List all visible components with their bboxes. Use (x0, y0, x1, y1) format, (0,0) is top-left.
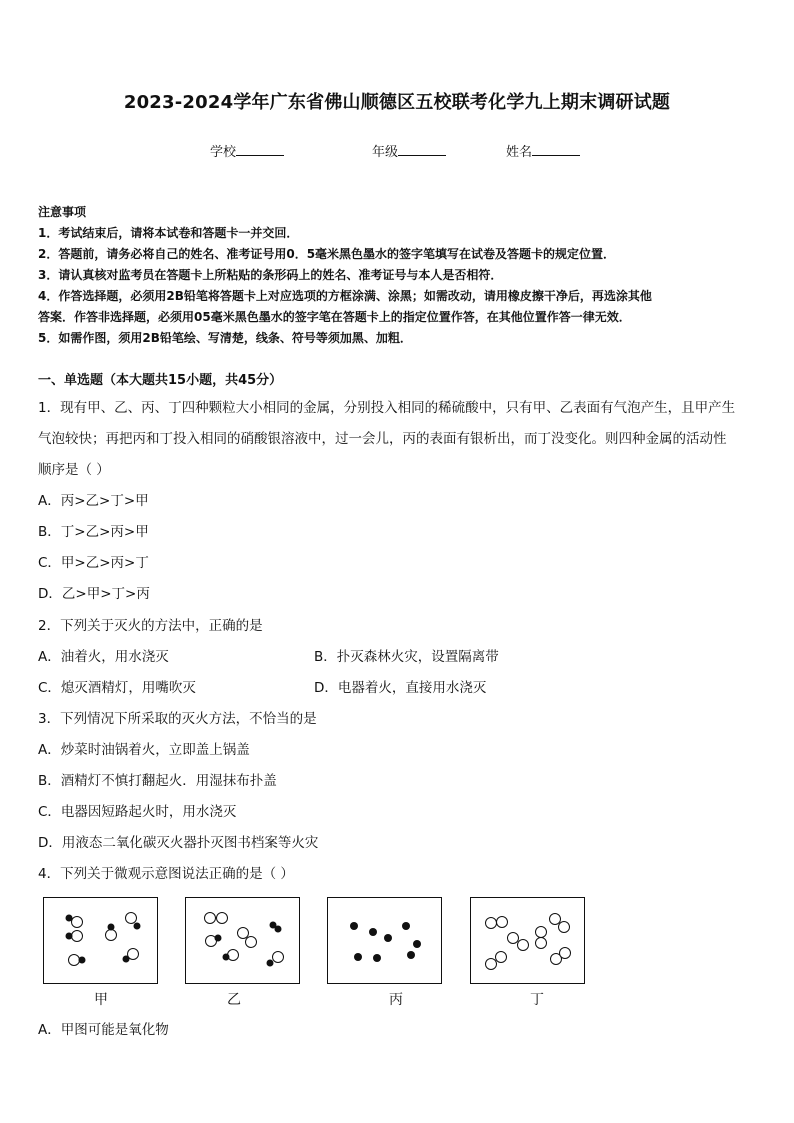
q3-option-b: B．酒精灯不慎打翻起火．用湿抹布扑盖 (38, 773, 277, 789)
school-field (210, 141, 284, 160)
figure-jia-molecules (44, 898, 159, 985)
section-heading: 一、单选题（本大题共15小题，共45分） (38, 373, 283, 388)
q1-stem-line: 1．现有甲、乙、丙、丁四种颗粒大小相同的金属，分别投入相同的稀硫酸中，只有甲、乙表面有气泡产生，且甲产生 (38, 400, 736, 416)
figure-label-ding: 丁 (530, 992, 544, 1008)
notice-heading: 注意事项 (38, 205, 87, 219)
figure-label-jia: 甲 (94, 992, 108, 1008)
notice-item: 5．如需作图，须用2B铅笔绘、写清楚，线条、符号等须加黑、加粗． (38, 331, 412, 345)
q1-option-b: B．丁>乙>丙>甲 (38, 524, 149, 540)
q4-stem: 4．下列关于微观示意图说法正确的是（ ） (38, 866, 294, 882)
figure-jia (43, 897, 158, 984)
page-title: 2023-2024学年广东省佛山顺德区五校联考化学九上期末调研试题 (123, 92, 671, 113)
grade-blank[interactable] (398, 143, 446, 156)
q3-option-d: D．用液态二氧化碳灭火器扑灭图书档案等火灾 (38, 835, 319, 851)
school-blank[interactable] (236, 143, 284, 156)
figure-ding-molecules (471, 898, 586, 985)
grade-field (372, 141, 446, 160)
q3-stem: 3．下列情况下所采取的灭火方法，不恰当的是 (38, 711, 317, 727)
notice-item: 3．请认真核对监考员在答题卡上所粘贴的条形码上的姓名、准考证号与本人是否相符． (38, 268, 503, 282)
notice-item: 2．答题前，请务必将自己的姓名、准考证号用0．5毫米黑色墨水的签字笔填写在试卷及答题卡的规定位置． (38, 247, 616, 261)
q2-stem: 2．下列关于灭火的方法中，正确的是 (38, 618, 263, 634)
figure-yi (185, 897, 300, 984)
q1-stem-line: 气泡较快；再把丙和丁投入相同的硝酸银溶液中，过一会儿，丙的表面有银析出，而丁没变化。则四种金属的活动性 (38, 431, 727, 447)
figure-label-yi: 乙 (227, 992, 241, 1008)
figure-label-bing: 丙 (389, 992, 403, 1008)
q1-stem-line: 顺序是（ ） (38, 462, 110, 478)
name-blank[interactable] (532, 143, 580, 156)
school-label: 学校 (210, 145, 237, 160)
q1-option-c: C．甲>乙>丙>丁 (38, 555, 149, 571)
figure-ding (470, 897, 585, 984)
figure-bing (327, 897, 442, 984)
name-label: 姓名 (506, 145, 533, 160)
q2-option-b: B．扑灭森林火灾，设置隔离带 (314, 649, 499, 665)
q2-option-d: D．电器着火，直接用水浇灭 (314, 680, 487, 696)
figure-bing-atoms (328, 898, 443, 985)
q3-option-c: C．电器因短路起火时，用水浇灭 (38, 804, 237, 820)
q3-option-a: A．炒菜时油锅着火，立即盖上锅盖 (38, 742, 250, 758)
name-field (506, 141, 580, 160)
q1-option-a: A．丙>乙>丁>甲 (38, 493, 149, 509)
notice-item: 答案．作答非选择题，必须用05毫米黑色墨水的签字笔在答题卡上的指定位置作答，在其他位置作答一律无效． (38, 310, 631, 324)
q2-option-a: A．油着火，用水浇灭 (38, 649, 169, 665)
q4-option-a: A．甲图可能是氧化物 (38, 1022, 169, 1038)
q2-option-c: C．熄灭酒精灯，用嘴吹灭 (38, 680, 196, 696)
figure-yi-molecules (186, 898, 301, 985)
notice-item: 1．考试结束后，请将本试卷和答题卡一并交回． (38, 226, 299, 240)
grade-label: 年级 (372, 145, 399, 160)
notice-item: 4．作答选择题，必须用2B铅笔将答题卡上对应选项的方框涂满、涂黑；如需改动，请用橡皮擦干净后，再选涂其他 (38, 289, 652, 303)
q1-option-d: D．乙>甲>丁>丙 (38, 586, 150, 602)
